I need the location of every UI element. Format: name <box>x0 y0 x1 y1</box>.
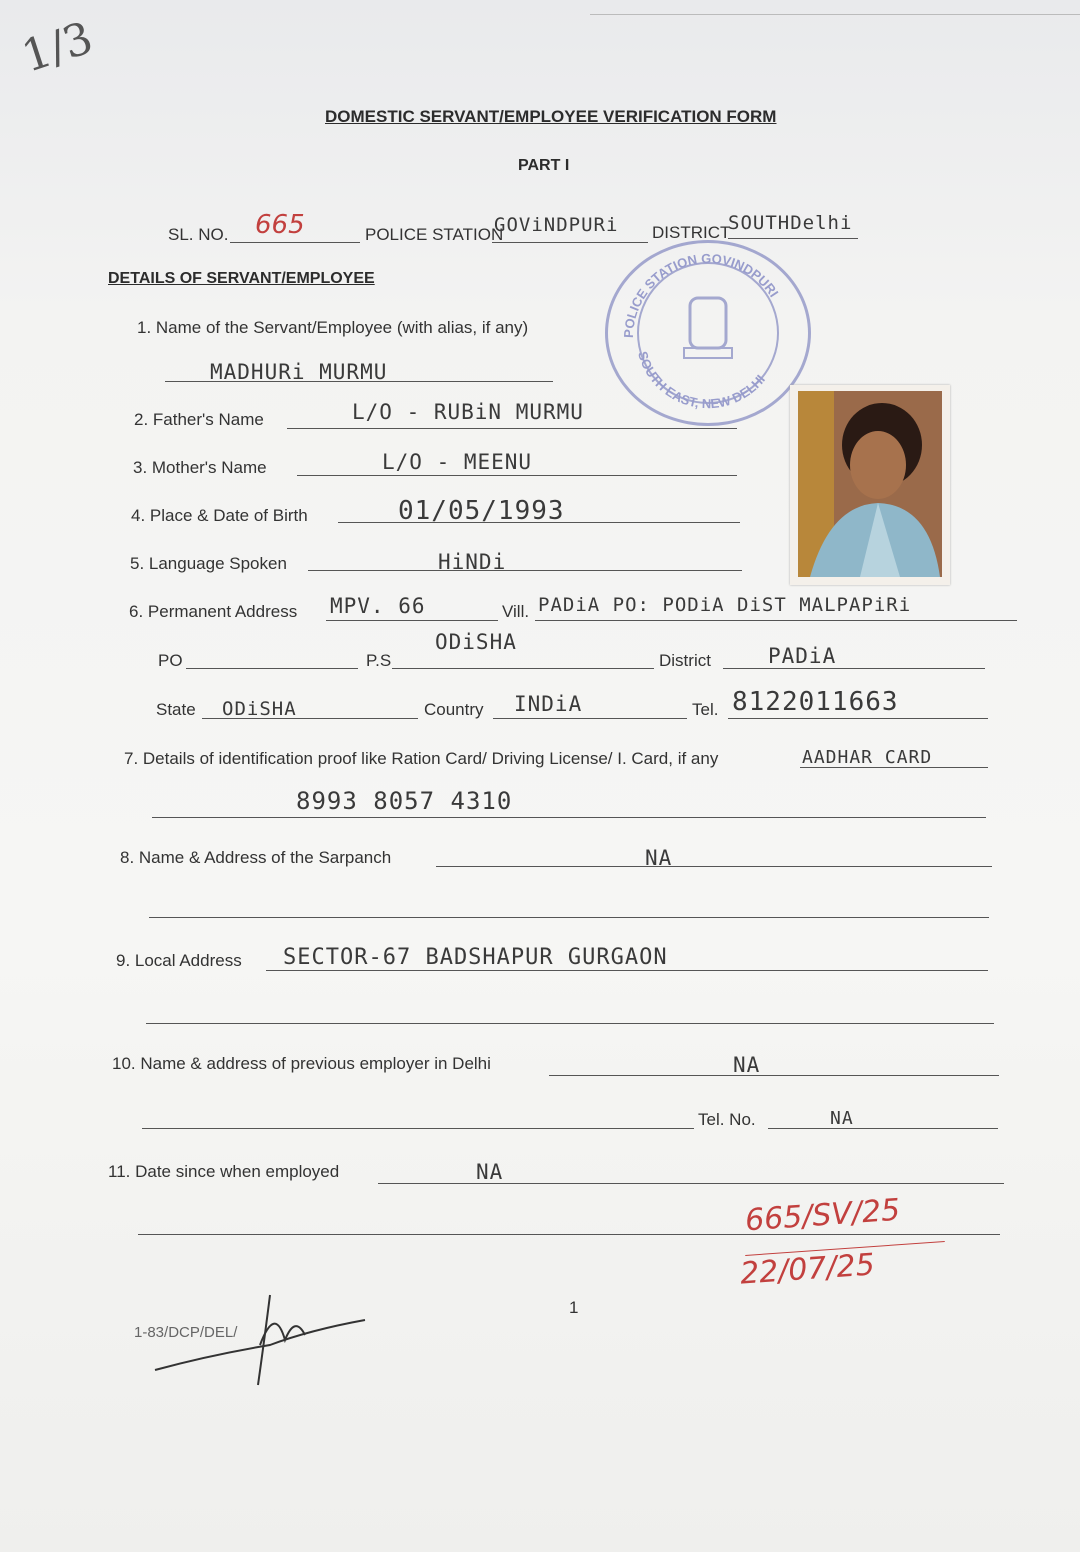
sl-no-label: SL. NO. <box>168 225 229 244</box>
q10-tel-label: Tel. No. <box>698 1110 756 1129</box>
q6-country-value: INDiA <box>514 692 583 716</box>
part-label: PART I <box>518 157 570 174</box>
q9-label: 9. Local Address <box>116 951 242 970</box>
q3-value: L/O - MEENU <box>382 450 533 474</box>
q7-number: 8993 8057 4310 <box>296 787 513 815</box>
q8-label: 8. Name & Address of the Sarpanch <box>120 848 392 867</box>
q5-value: HiNDi <box>438 550 507 574</box>
police-station-value: GOViNDPURi <box>494 214 619 236</box>
stamp-ring-bottom: SOUTH EAST, NEW DELHI <box>634 349 768 412</box>
signature <box>150 1285 380 1395</box>
form-title: DOMESTIC SERVANT/EMPLOYEE VERIFICATION FORM <box>325 107 777 126</box>
q4-label: 4. Place & Date of Birth <box>131 506 308 525</box>
q10-label: 10. Name & address of previous employer in Delhi <box>112 1054 491 1073</box>
stamp-emblem-icon <box>608 243 808 423</box>
q10-value: NA <box>733 1053 761 1077</box>
q6-country-label: Country <box>424 700 484 719</box>
q2-value: L/O - RUBiN MURMU <box>352 400 584 424</box>
top-edge-line <box>590 14 1080 15</box>
footer-code: 1-83/DCP/DEL/ <box>134 1324 238 1341</box>
q6-vill-value: PADiA PO: PODiA DiST MALPAPiRi <box>538 594 912 616</box>
q6-state-label: State <box>156 700 196 719</box>
q6-district-label: District <box>659 651 711 670</box>
red-note-line2: 22/07/25 <box>738 1247 876 1292</box>
q6-po-label: PO <box>158 651 183 670</box>
district-top-value: SOUTHDelhi <box>728 212 853 234</box>
margin-note: 1/3 <box>15 12 99 83</box>
q3-label: 3. Mother's Name <box>133 458 267 477</box>
applicant-photo <box>790 385 950 585</box>
red-note-line1: 665/SV/25 <box>743 1192 902 1239</box>
district-top-label: DISTRICT <box>652 223 731 242</box>
stamp-ring-top: POLICE STATION GOVINDPURI <box>620 250 782 339</box>
page-number: 1 <box>569 1298 579 1317</box>
q4-value: 01/05/1993 <box>398 496 565 526</box>
q7-value: AADHAR CARD <box>802 747 933 768</box>
q6-extra-value: ODiSHA <box>435 630 517 654</box>
q11-label: 11. Date since when employed <box>108 1162 340 1181</box>
q7-label: 7. Details of identification proof like Ration Card/ Driving License/ I. Card, if any <box>124 749 719 768</box>
q6-label: 6. Permanent Address <box>129 602 298 621</box>
q1-value: MADHURi MURMU <box>210 360 388 384</box>
q5-label: 5. Language Spoken <box>130 554 287 573</box>
sl-no-value: 665 <box>255 210 305 240</box>
q6-state-value: ODiSHA <box>222 698 297 720</box>
q1-label: 1. Name of the Servant/Employee (with alias, if any) <box>137 318 529 337</box>
q6-vill-label: Vill. <box>502 602 530 621</box>
q6-ps-label: P.S <box>366 651 392 670</box>
section-heading: DETAILS OF SERVANT/EMPLOYEE <box>108 270 375 287</box>
police-stamp <box>605 240 811 426</box>
police-station-label: POLICE STATION <box>365 225 504 244</box>
q6-value: MPV. 66 <box>330 594 426 618</box>
q11-value: NA <box>476 1160 504 1184</box>
q2-label: 2. Father's Name <box>134 410 264 429</box>
q9-value: SECTOR-67 BADSHAPUR GURGAON <box>283 945 668 970</box>
q6-tel-value: 8122011663 <box>732 687 899 717</box>
q10-tel-value: NA <box>830 1108 854 1129</box>
svg-text:POLICE STATION GOVINDPURI <box>621 251 782 338</box>
q6-district-value: PADiA <box>768 644 837 668</box>
q6-tel-label: Tel. <box>692 700 719 719</box>
q8-value: NA <box>645 846 673 870</box>
